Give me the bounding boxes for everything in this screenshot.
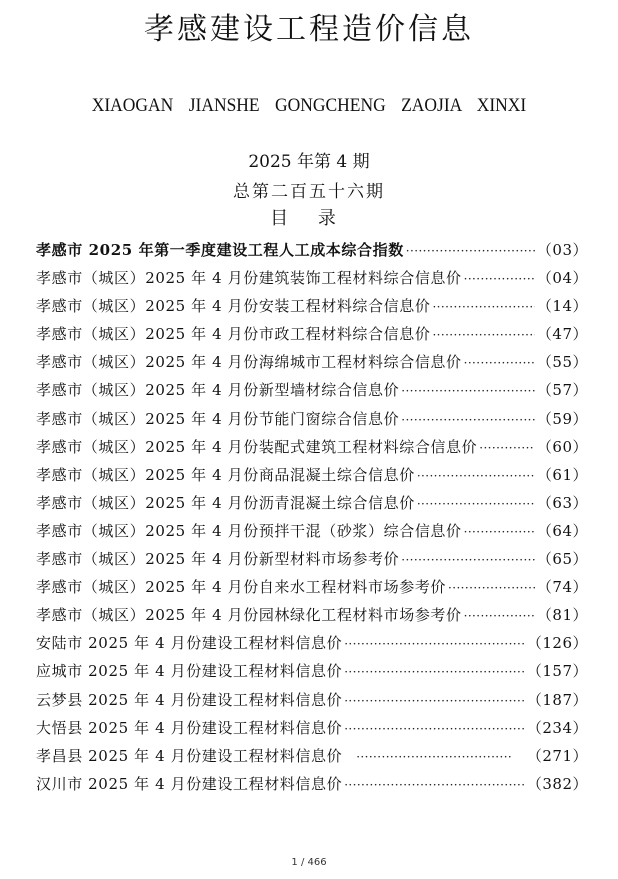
issue-number: 2025 年第 4 期 [248, 152, 370, 172]
toc-entry-page: （47） [536, 325, 588, 344]
toc-leader-dots [448, 577, 535, 599]
toc-entry[interactable] [36, 239, 588, 267]
toc-entry-page: （60） [536, 437, 588, 456]
toc-leader-dots [432, 324, 534, 346]
toc-entry[interactable] [36, 604, 588, 632]
toc-entry-label: 孝感市（城区）2025 年 4 月份装配式建筑工程材料综合信息价 [36, 437, 478, 456]
toc-entry-label: 孝感市（城区）2025 年 4 月份商品混凝土综合信息价 [36, 465, 415, 484]
toc-leader-dots [344, 690, 525, 712]
toc-entry-label: 孝感市（城区）2025 年 4 月份沥青混凝土综合信息价 [36, 493, 415, 512]
toc-entry-page: （271） [526, 746, 588, 765]
toc-entry[interactable] [36, 408, 588, 436]
toc-entry-page: （14） [536, 297, 588, 316]
toc-entry[interactable] [36, 548, 588, 576]
toc-entry[interactable] [36, 660, 588, 688]
toc-entry-page: （65） [536, 550, 588, 569]
toc-entry-label: 孝感市（城区）2025 年 4 月份安装工程材料综合信息价 [36, 297, 431, 316]
table-of-contents [36, 239, 588, 801]
toc-entry[interactable] [36, 267, 588, 295]
toc-leader-dots [406, 240, 535, 262]
toc-entry-page: （04） [536, 269, 588, 288]
toc-entry-label: 孝感市（城区）2025 年 4 月份预拌干混（砂浆）综合信息价 [36, 521, 462, 540]
toc-leader-dots [344, 774, 525, 796]
toc-entry-label: 大悟县 2025 年 4 月份建设工程材料信息价 [36, 718, 343, 737]
toc-entry-page: （61） [536, 465, 588, 484]
toc-leader-dots [344, 718, 525, 740]
toc-leader-dots [464, 352, 535, 374]
pinyin-title: XIAOGAN JIANSHE GONGCHENG ZAOJIA XINXI [91, 95, 527, 116]
toc-entry[interactable] [36, 492, 588, 520]
toc-leader-dots [344, 661, 525, 683]
toc-leader-dots [401, 549, 535, 571]
toc-leader-dots [417, 493, 535, 515]
toc-entry-label: 孝感市（城区）2025 年 4 月份海绵城市工程材料综合信息价 [36, 353, 462, 372]
toc-leader-dots [417, 465, 535, 487]
toc-entry[interactable] [36, 520, 588, 548]
toc-leader-dots [356, 746, 513, 768]
toc-leader-dots [464, 605, 535, 627]
toc-entry-label: 安陆市 2025 年 4 月份建设工程材料信息价 [36, 634, 343, 653]
toc-leader-dots [464, 268, 535, 290]
toc-entry[interactable] [36, 323, 588, 351]
toc-entry-label: 云梦县 2025 年 4 月份建设工程材料信息价 [36, 690, 343, 709]
issue-total-number: 总第二百五十六期 [233, 182, 385, 202]
toc-entry-label: 孝感市（城区）2025 年 4 月份园林绿化工程材料市场参考价 [36, 606, 462, 625]
toc-entry-page: （63） [536, 493, 588, 512]
toc-entry-label: 汉川市 2025 年 4 月份建设工程材料信息价 [36, 774, 343, 793]
toc-entry-label: 孝感市（城区）2025 年 4 月份建筑装饰工程材料综合信息价 [36, 269, 462, 288]
toc-leader-dots [432, 296, 534, 318]
toc-entry-page: （03） [536, 241, 588, 259]
toc-entry-page: （64） [536, 521, 588, 540]
toc-entry-label: 孝感市（城区）2025 年 4 月份新型材料市场参考价 [36, 550, 400, 569]
toc-entry-page: （81） [536, 606, 588, 625]
toc-entry-label: 孝感市 2025 年第一季度建设工程人工成本综合指数 [36, 241, 404, 259]
toc-entry-page: （234） [526, 718, 588, 737]
toc-leader-dots [464, 521, 535, 543]
toc-entry[interactable] [36, 379, 588, 407]
toc-entry-label: 孝感市（城区）2025 年 4 月份新型墙材综合信息价 [36, 381, 400, 400]
toc-entry-page: （382） [526, 774, 588, 793]
toc-entry-page: （157） [526, 662, 588, 681]
toc-entry-label: 孝昌县 2025 年 4 月份建设工程材料信息价 [36, 746, 343, 765]
toc-entry-label: 孝感市（城区）2025 年 4 月份节能门窗综合信息价 [36, 409, 400, 428]
toc-entry[interactable] [36, 295, 588, 323]
toc-entry[interactable] [36, 745, 588, 773]
toc-leader-dots [401, 409, 535, 431]
document-title: 孝感建设工程造价信息 [144, 12, 474, 47]
toc-entry-page: （126） [526, 634, 588, 653]
toc-entry-label: 孝感市（城区）2025 年 4 月份市政工程材料综合信息价 [36, 325, 431, 344]
toc-entry[interactable] [36, 773, 588, 801]
toc-entry[interactable] [36, 632, 588, 660]
toc-entry-page: （57） [536, 381, 588, 400]
toc-leader-dots [479, 437, 535, 459]
toc-entry-page: （74） [536, 578, 588, 597]
toc-leader-dots [344, 633, 525, 655]
toc-entry-label: 应城市 2025 年 4 月份建设工程材料信息价 [36, 662, 343, 681]
toc-entry-label: 孝感市（城区）2025 年 4 月份自来水工程材料市场参考价 [36, 578, 447, 597]
toc-entry[interactable] [36, 464, 588, 492]
toc-entry[interactable] [36, 717, 588, 745]
toc-entry-page: （187） [526, 690, 588, 709]
toc-entry[interactable] [36, 436, 588, 464]
toc-leader-dots [401, 380, 535, 402]
toc-entry[interactable] [36, 689, 588, 717]
toc-entry[interactable] [36, 351, 588, 379]
page-indicator: 1 / 466 [291, 857, 327, 868]
toc-heading: 目 录 [270, 208, 348, 229]
toc-entry-page: （59） [536, 409, 588, 428]
toc-entry[interactable] [36, 576, 588, 604]
toc-entry-page: （55） [536, 353, 588, 372]
